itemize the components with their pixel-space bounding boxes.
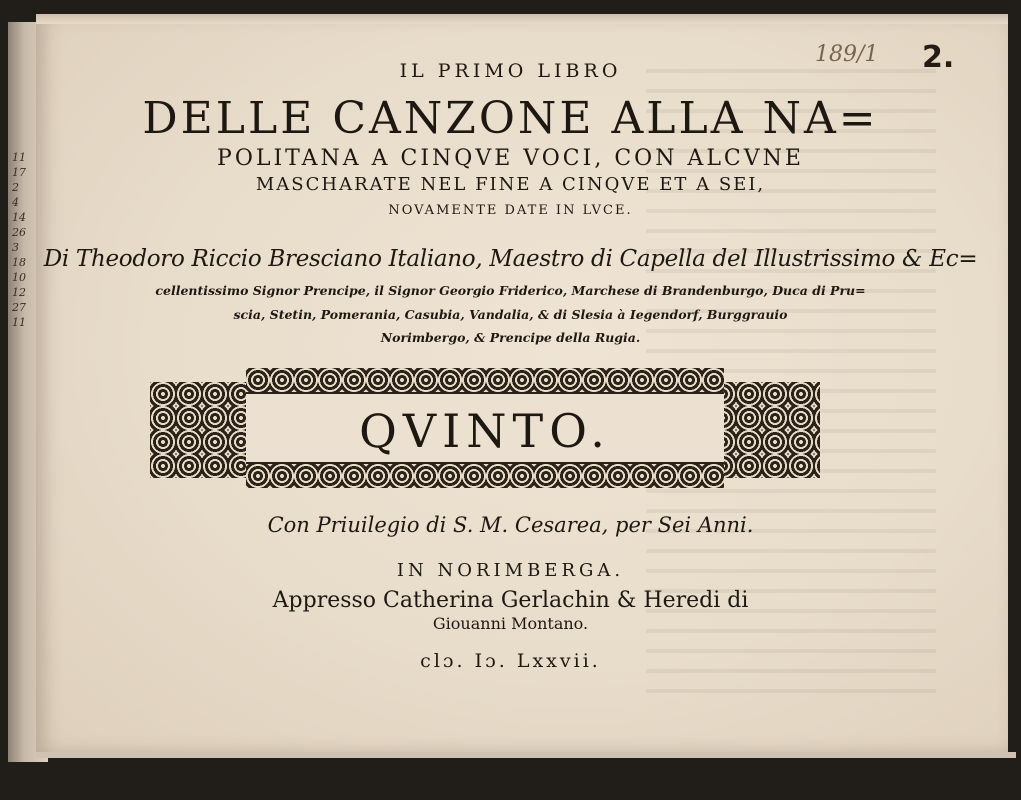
- cartouche: [246, 392, 724, 464]
- facing-page-number: 11: [12, 316, 26, 329]
- author-line-3: scia, Stetin, Pomerania, Casubia, Vandalia, & di Slesia à Iegendorf, Burggrauio: [233, 307, 788, 322]
- ornament-right-block: [710, 382, 820, 478]
- facing-page-number: 14: [12, 211, 26, 224]
- facing-page-number: 12: [12, 286, 26, 299]
- privilege-line: Con Priuilegio di S. M. Cesarea, per Sei Anni.: [267, 513, 754, 537]
- facing-page-number: 4: [12, 196, 19, 209]
- imprint-city: IN NORIMBERGA.: [396, 560, 625, 581]
- title-line-1: IL PRIMO LIBRO: [399, 60, 622, 82]
- facing-page-number: 18: [12, 256, 26, 269]
- facing-page-number: 17: [12, 166, 26, 179]
- imprint-year: clɔ. Iɔ. Lxxvii.: [420, 650, 601, 672]
- facing-page-number: 10: [12, 271, 26, 284]
- facing-page-number: 11: [12, 151, 26, 164]
- ornament-top-band: [246, 368, 724, 392]
- facing-page-number: 2: [12, 181, 19, 194]
- ornament-left-block: [150, 382, 256, 478]
- title-line-3: POLITANA A CINQVE VOCI, CON ALCVNE: [217, 146, 804, 171]
- ornament-bottom-band: [246, 464, 724, 488]
- title-line-5: NOVAMENTE DATE IN LVCE.: [388, 203, 633, 218]
- facing-page-number: 3: [12, 241, 19, 254]
- author-line-2: cellentissimo Signor Prencipe, il Signor Georgio Friderico, Marchese di Brandenburgo, Duca di Pru=: [155, 283, 866, 298]
- folio-number: 2.: [922, 40, 955, 75]
- shelfmark: 189/1: [815, 42, 879, 67]
- ornamental-frame: [150, 368, 820, 500]
- author-line-4: Norimbergo, & Prencipe della Rugia.: [380, 330, 641, 345]
- part-name: QVINTO.: [359, 404, 611, 458]
- printer-line-2: Giouanni Montano.: [432, 614, 589, 633]
- printer-line-1: Appresso Catherina Gerlachin & Heredi di: [272, 588, 749, 613]
- title-line-2: DELLE CANZONE ALLA NA=: [142, 93, 879, 144]
- facing-page-number: 27: [12, 301, 26, 314]
- author-line-1: Di Theodoro Riccio Bresciano Italiano, Maestro di Capella del Illustrissimo & Ec=: [43, 246, 978, 272]
- page-top-edge: [36, 14, 1008, 24]
- title-line-4: MASCHARATE NEL FINE A CINQVE ET A SEI,: [255, 174, 766, 195]
- facing-page-number: 26: [12, 226, 26, 239]
- page-bottom-edge: [36, 752, 1016, 758]
